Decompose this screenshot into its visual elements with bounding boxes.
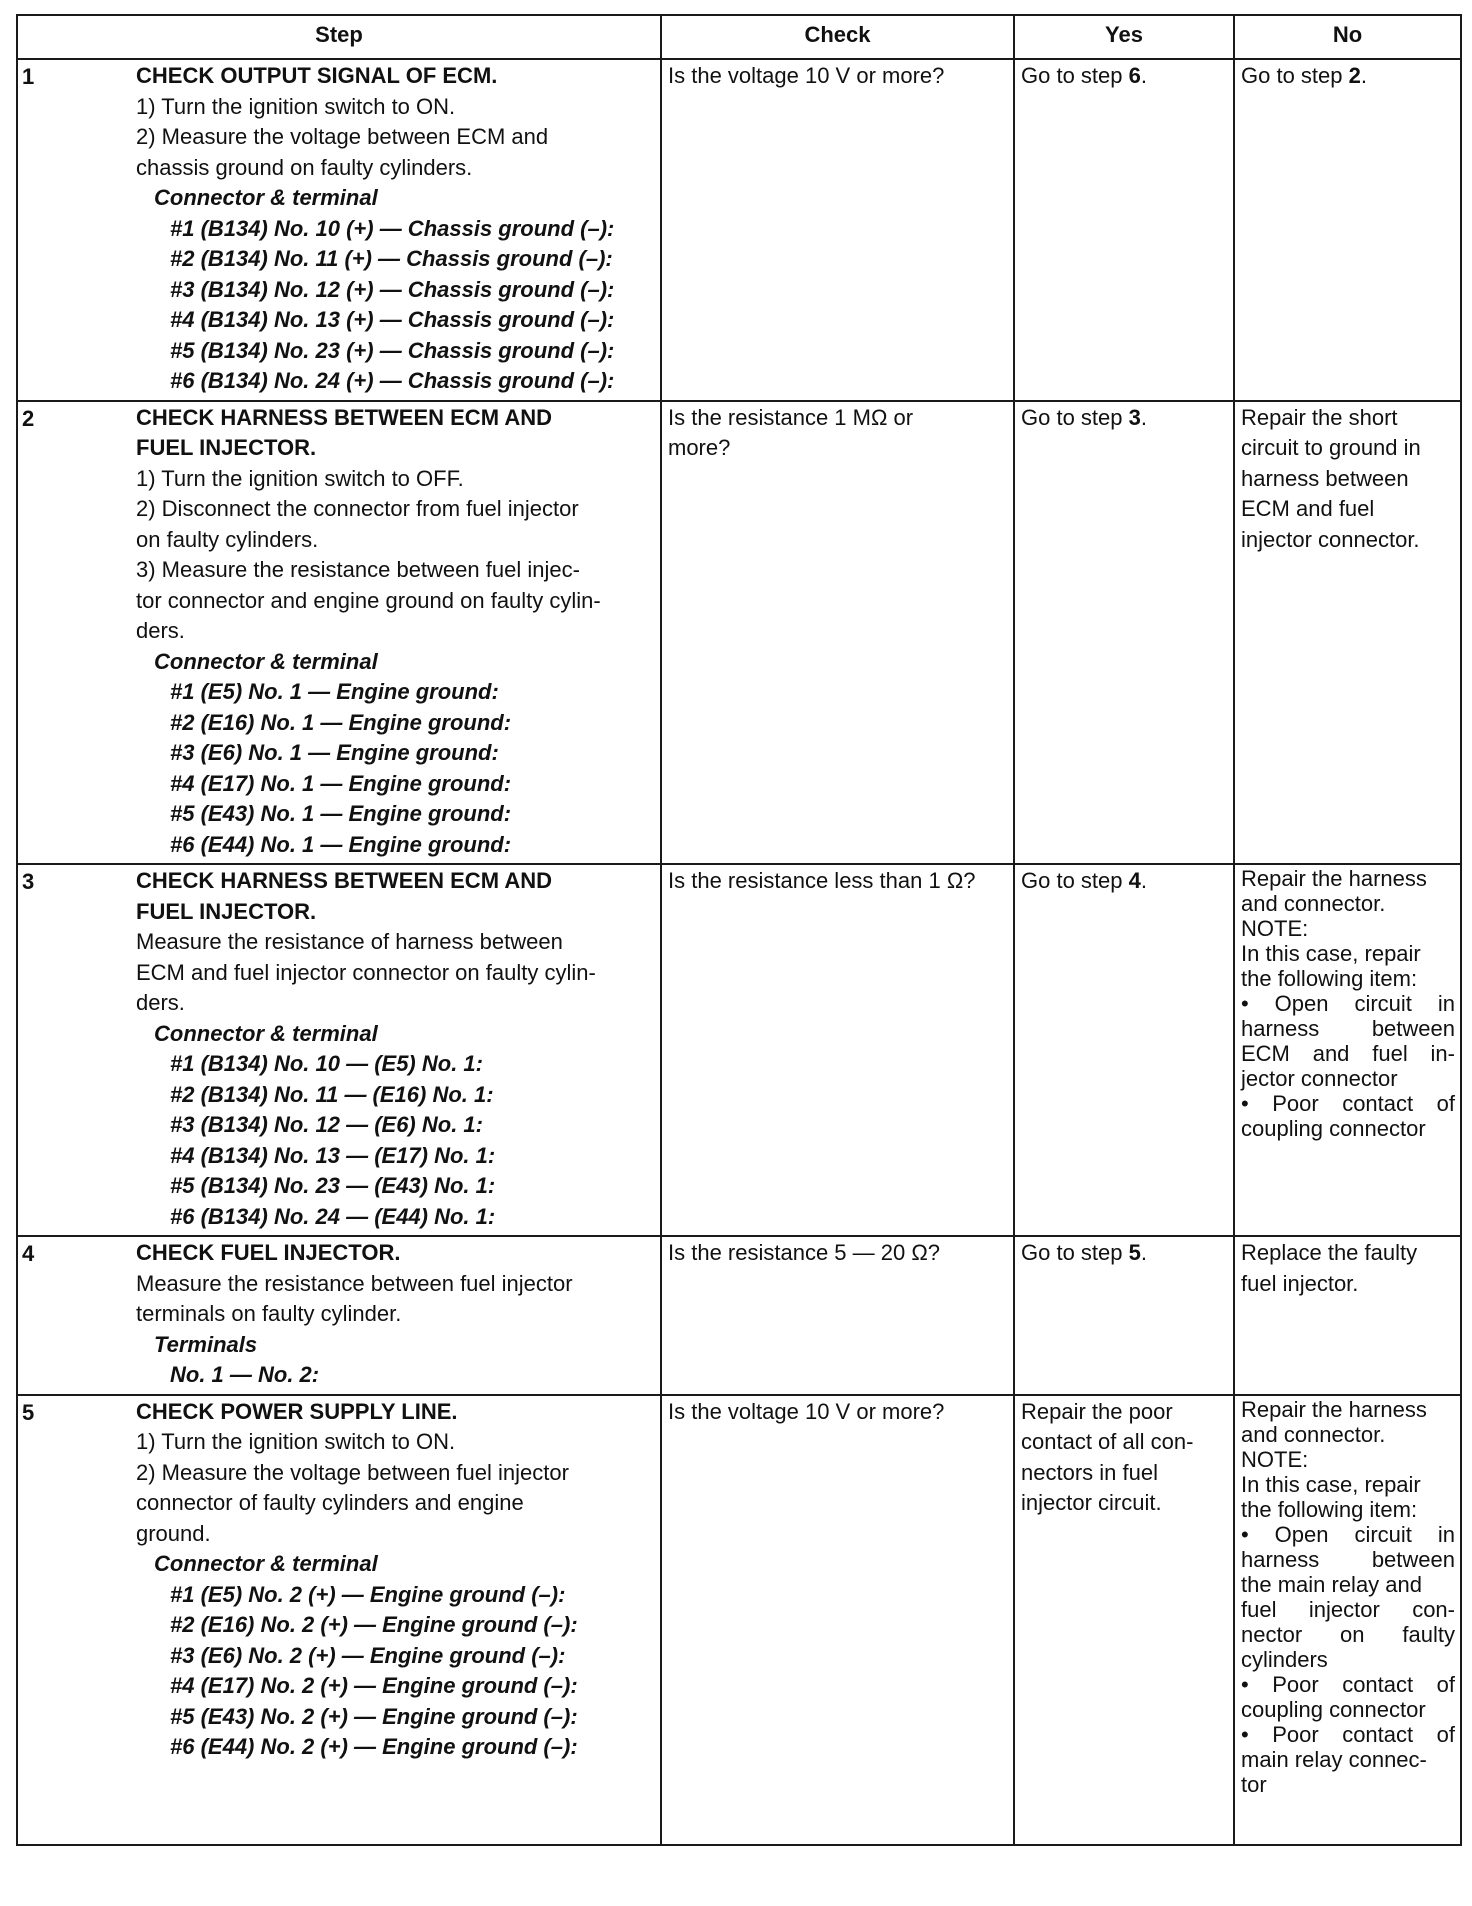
connector-heading: Connector & terminal <box>154 1020 378 1046</box>
connector-item: #3 (E6) No. 1 — Engine ground: <box>170 740 499 765</box>
header-check: Check <box>661 15 1014 59</box>
connector-item: #6 (B134) No. 24 — (E44) No. 1: <box>170 1203 496 1229</box>
no-text: In this case, repair <box>1241 1471 1421 1497</box>
yes-text: contact of all con- <box>1021 1429 1194 1454</box>
yes-text <box>1021 1238 1228 1269</box>
instruction-line: 2) Disconnect the connector from fuel injector <box>136 496 579 521</box>
yes-suffix: . <box>1140 1240 1147 1265</box>
yes-text <box>1021 61 1228 92</box>
no-text: ECM and fuel in- <box>1241 1041 1455 1066</box>
connector-item: #6 (B134) No. 24 (+) — Chassis ground (–): <box>170 368 615 393</box>
step-cell <box>17 59 661 401</box>
no-text: circuit to ground in <box>1241 435 1421 460</box>
instruction-line: 1) Turn the ignition switch to ON. <box>136 1429 456 1454</box>
instruction-line: chassis ground on faulty cylinders. <box>136 154 473 180</box>
connector-item: #5 (B134) No. 23 (+) — Chassis ground (–): <box>170 337 615 363</box>
table-row <box>17 1395 1461 1845</box>
yes-prefix: Go to step <box>1021 404 1129 430</box>
no-cell <box>1234 1395 1461 1845</box>
check-cell <box>661 1236 1014 1395</box>
yes-step-number: 5 <box>1128 1240 1141 1265</box>
note-label: NOTE: <box>1241 916 1309 941</box>
no-text: Replace the faulty <box>1241 1240 1418 1265</box>
no-text: injector connector. <box>1241 526 1420 552</box>
no-prefix: Go to step <box>1241 63 1349 88</box>
connector-item: #5 (E43) No. 1 — Engine ground: <box>170 801 512 826</box>
step-cell <box>17 1395 661 1845</box>
connector-item: #1 (B134) No. 10 (+) — Chassis ground (–): <box>170 215 615 241</box>
connector-item: #4 (E17) No. 1 — Engine ground: <box>170 770 512 796</box>
connector-item: #4 (B134) No. 13 (+) — Chassis ground (–): <box>170 307 615 332</box>
instruction-line: on faulty cylinders. <box>136 526 319 552</box>
step-number: 2 <box>22 405 35 431</box>
terminals-heading: Terminals <box>154 1331 258 1357</box>
yes-step-number: 4 <box>1128 868 1141 893</box>
table-row <box>17 59 1461 401</box>
no-text: harness between <box>1241 465 1409 491</box>
no-text: cylinders <box>1241 1646 1328 1672</box>
instruction-line: 2) Measure the voltage between fuel injector <box>136 1459 569 1485</box>
connector-item: #1 (B134) No. 10 — (E5) No. 1: <box>170 1051 483 1076</box>
yes-cell <box>1014 59 1234 401</box>
no-cell <box>1234 1236 1461 1395</box>
check-text: Is the resistance 1 MΩ or <box>668 404 914 430</box>
no-text: jector connector <box>1241 1066 1398 1091</box>
yes-suffix: . <box>1140 404 1147 430</box>
instruction-line: connector of faulty cylinders and engine <box>136 1490 524 1515</box>
no-suffix: . <box>1360 63 1367 88</box>
check-text: Is the voltage 10 V or more? <box>668 63 945 88</box>
step-title: CHECK OUTPUT SIGNAL OF ECM. <box>136 63 498 88</box>
step-title: CHECK FUEL INJECTOR. <box>136 1240 401 1265</box>
instruction-line: terminals on faulty cylinder. <box>136 1301 402 1326</box>
diagnostic-table <box>16 14 1462 1846</box>
no-text: Repair the harness <box>1241 866 1427 891</box>
yes-prefix: Go to step <box>1021 1240 1129 1265</box>
connector-heading: Connector & terminal <box>154 185 378 210</box>
connector-item: No. 1 — No. 2: <box>170 1362 320 1387</box>
yes-step-number: 3 <box>1128 404 1141 430</box>
no-text: • Open circuit in <box>1241 991 1455 1016</box>
connector-heading: Connector & terminal <box>154 1551 378 1576</box>
yes-cell <box>1014 864 1234 1236</box>
connector-item: #2 (E16) No. 1 — Engine ground: <box>170 709 512 735</box>
step-number: 5 <box>22 1399 35 1425</box>
connector-item: #2 (B134) No. 11 — (E16) No. 1: <box>170 1081 494 1107</box>
instruction-line: tor connector and engine ground on faulty cylin- <box>136 587 601 613</box>
connector-item: #1 (E5) No. 2 (+) — Engine ground (–): <box>170 1581 566 1607</box>
table-row <box>17 864 1461 1236</box>
header-step: Step <box>17 15 661 59</box>
yes-step-number: 6 <box>1128 63 1141 88</box>
yes-prefix: Go to step <box>1021 868 1129 893</box>
no-text: • Poor contact of <box>1241 1091 1455 1116</box>
connector-item: #5 (B134) No. 23 — (E43) No. 1: <box>170 1173 496 1198</box>
yes-text: nectors in fuel <box>1021 1459 1158 1485</box>
note-label: NOTE: <box>1241 1446 1309 1472</box>
no-text: and connector. <box>1241 1421 1386 1447</box>
yes-text: injector circuit. <box>1021 1490 1162 1515</box>
check-cell <box>661 59 1014 401</box>
connector-item: #4 (E17) No. 2 (+) — Engine ground (–): <box>170 1673 578 1698</box>
no-text: harness between <box>1241 1546 1455 1572</box>
no-text: Repair the short <box>1241 404 1398 430</box>
instruction-line: 1) Turn the ignition switch to OFF. <box>136 465 464 491</box>
no-cell <box>1234 59 1461 401</box>
no-text <box>1241 61 1455 92</box>
no-text: • Poor contact of <box>1241 1721 1455 1747</box>
instruction-line: ground. <box>136 1520 211 1546</box>
connector-item: #3 (B134) No. 12 — (E6) No. 1: <box>170 1112 483 1137</box>
yes-cell <box>1014 1236 1234 1395</box>
header-row <box>17 15 1461 59</box>
connector-item: #3 (E6) No. 2 (+) — Engine ground (–): <box>170 1642 566 1668</box>
connector-item: #1 (E5) No. 1 — Engine ground: <box>170 679 499 704</box>
no-text: nector on faulty <box>1241 1621 1455 1647</box>
no-text: the following item: <box>1241 1496 1418 1522</box>
check-text: Is the voltage 10 V or more? <box>668 1398 945 1424</box>
yes-cell <box>1014 401 1234 865</box>
no-cell <box>1234 864 1461 1236</box>
header-no: No <box>1234 15 1461 59</box>
step-cell <box>17 864 661 1236</box>
instruction-line: ECM and fuel injector connector on faulty cylin- <box>136 959 596 985</box>
no-text: the main relay and <box>1241 1571 1422 1597</box>
yes-suffix: . <box>1140 63 1147 88</box>
step-title: CHECK POWER SUPPLY LINE. <box>136 1398 458 1424</box>
no-text: In this case, repair <box>1241 941 1421 966</box>
connector-item: #3 (B134) No. 12 (+) — Chassis ground (–): <box>170 276 615 302</box>
check-cell <box>661 401 1014 865</box>
no-text: fuel injector con- <box>1241 1596 1455 1622</box>
check-text: Is the resistance 5 — 20 Ω? <box>668 1240 941 1265</box>
no-text: main relay connec- <box>1241 1746 1427 1772</box>
step-number: 4 <box>22 1241 35 1266</box>
no-text: the following item: <box>1241 966 1418 991</box>
connector-item: #6 (E44) No. 2 (+) — Engine ground (–): <box>170 1734 578 1759</box>
yes-suffix: . <box>1140 868 1147 893</box>
no-text: coupling connector <box>1241 1116 1426 1141</box>
no-text: harness between <box>1241 1016 1455 1041</box>
check-text: more? <box>668 435 731 460</box>
instruction-line: ders. <box>136 618 185 643</box>
check-cell <box>661 864 1014 1236</box>
instruction-line: 3) Measure the resistance between fuel injec- <box>136 557 580 582</box>
header-yes: Yes <box>1014 15 1234 59</box>
instruction-line: Measure the resistance between fuel injector <box>136 1270 573 1296</box>
step-number: 3 <box>22 869 35 894</box>
no-text: ECM and fuel <box>1241 496 1375 521</box>
connector-item: #2 (E16) No. 2 (+) — Engine ground (–): <box>170 1612 578 1637</box>
no-text: fuel injector. <box>1241 1270 1359 1296</box>
connector-heading: Connector & terminal <box>154 648 378 674</box>
yes-text <box>1021 866 1228 897</box>
step-title: CHECK HARNESS BETWEEN ECM AND <box>136 868 552 893</box>
no-text: • Poor contact of <box>1241 1671 1455 1697</box>
connector-item: #2 (B134) No. 11 (+) — Chassis ground (–): <box>170 246 613 271</box>
yes-text: Repair the poor <box>1021 1398 1173 1424</box>
yes-prefix: Go to step <box>1021 63 1129 88</box>
table-row <box>17 401 1461 865</box>
connector-item: #5 (E43) No. 2 (+) — Engine ground (–): <box>170 1703 578 1729</box>
yes-text <box>1021 403 1228 434</box>
table-row <box>17 1236 1461 1395</box>
connector-item: #4 (B134) No. 13 — (E17) No. 1: <box>170 1142 496 1168</box>
no-text: tor <box>1241 1771 1267 1797</box>
step-title: FUEL INJECTOR. <box>136 435 317 460</box>
step-number: 1 <box>22 64 35 89</box>
step-cell <box>17 1236 661 1395</box>
step-cell <box>17 401 661 865</box>
check-cell <box>661 1395 1014 1845</box>
no-text: • Open circuit in <box>1241 1521 1455 1547</box>
instruction-line: 2) Measure the voltage between ECM and <box>136 124 549 149</box>
no-text: coupling connector <box>1241 1696 1426 1722</box>
no-text: and connector. <box>1241 891 1386 916</box>
yes-cell <box>1014 1395 1234 1845</box>
check-text: Is the resistance less than 1 Ω? <box>668 868 976 893</box>
instruction-line: ders. <box>136 990 185 1015</box>
instruction-line: 1) Turn the ignition switch to ON. <box>136 93 456 119</box>
step-title: CHECK HARNESS BETWEEN ECM AND <box>136 404 552 430</box>
connector-item: #6 (E44) No. 1 — Engine ground: <box>170 831 512 857</box>
no-text: Repair the harness <box>1241 1396 1427 1422</box>
no-cell <box>1234 401 1461 865</box>
step-title: FUEL INJECTOR. <box>136 898 317 924</box>
instruction-line: Measure the resistance of harness between <box>136 929 563 954</box>
no-step-number: 2 <box>1348 63 1361 88</box>
